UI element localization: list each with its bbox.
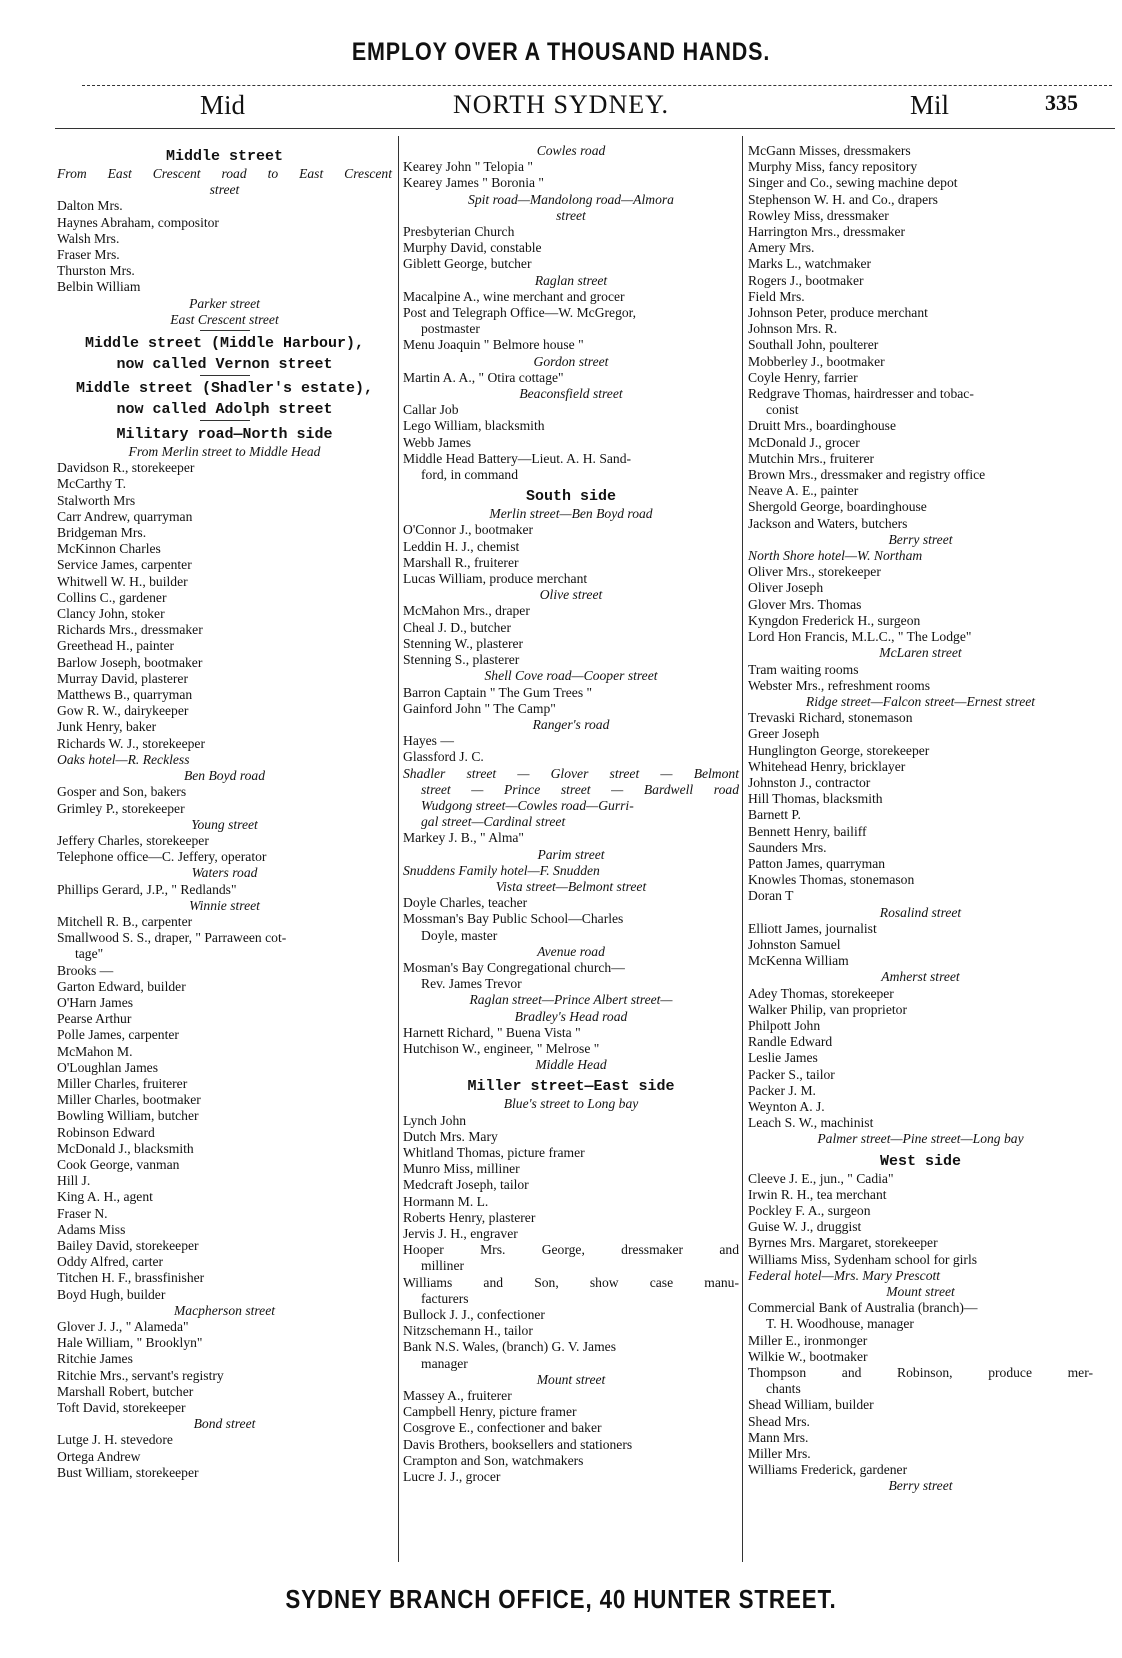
section-heading: South side [525, 488, 616, 506]
section-heading: Miller street—East side [467, 1078, 675, 1096]
directory-entry: Field Mrs. [748, 288, 805, 304]
directory-entry: Shadler street — Glover street — Belmont [403, 765, 739, 781]
directory-entry: Johnson Peter, produce merchant [748, 305, 928, 321]
directory-entry: Davis Brothers, booksellers and stationers [403, 1436, 633, 1452]
directory-entry: Barron Captain " The Gum Trees " [403, 684, 593, 700]
directory-entry: Polle James, carpenter [57, 1027, 179, 1043]
directory-entry: Bullock J. J., confectioner [403, 1307, 545, 1323]
directory-entry: Boyd Hugh, builder [57, 1286, 166, 1302]
directory-entry: Bailey David, storekeeper [57, 1237, 199, 1253]
directory-entry: Redgrave Thomas, hairdresser and tobac- [748, 386, 974, 402]
directory-entry: Elliott James, journalist [748, 920, 877, 936]
directory-entry: Bank N.S. Wales, (branch) G. V. James [403, 1339, 616, 1355]
street-subheading: Parker street [189, 295, 260, 311]
directory-column-2 [403, 143, 739, 1485]
directory-entry: Lord Hon Francis, M.L.C., " The Lodge" [748, 629, 972, 645]
directory-entry: Johnson Mrs. R. [748, 321, 838, 337]
directory-entry: Mann Mrs. [748, 1429, 809, 1445]
directory-entry: postmaster [421, 321, 480, 337]
directory-entry: Dutch Mrs. Mary [403, 1128, 498, 1144]
top-rule [82, 85, 1112, 86]
street-subheading: Mount street [886, 1284, 955, 1300]
directory-entry: Williams Miss, Sydenham school for girls [748, 1251, 978, 1267]
street-subheading: Berry street [888, 531, 953, 547]
directory-entry: O'Harn James [57, 994, 134, 1010]
directory-entry: Carr Andrew, quarryman [57, 508, 193, 524]
directory-entry: street — Prince street — Bardwell road [421, 781, 739, 797]
directory-entry: King A. H., agent [57, 1189, 153, 1205]
directory-entry: Lucas William, produce merchant [403, 571, 588, 587]
directory-entry: Brooks — [57, 962, 114, 978]
directory-entry: Toft David, storekeeper [57, 1400, 186, 1416]
directory-entry: Hunglington George, storekeeper [748, 742, 930, 758]
directory-entry: Mossman's Bay Public School—Charles [403, 911, 624, 927]
section-heading: now called Vernon street [116, 356, 333, 374]
street-subheading: Shell Cove road—Cooper street [484, 668, 658, 684]
section-separator [200, 330, 250, 331]
directory-entry: Hill Thomas, blacksmith [748, 791, 883, 807]
directory-entry: Webster Mrs., refreshment rooms [748, 677, 930, 693]
street-subheading: Raglan street—Prince Albert street— [469, 992, 673, 1008]
directory-entry: Lego William, blacksmith [403, 418, 545, 434]
street-subheading: Spit road—Mandolong road—Almora [468, 191, 674, 207]
directory-entry: Snuddens Family hotel—F. Snudden [403, 862, 600, 878]
directory-entry: Hutchison W., engineer, " Melrose " [403, 1040, 600, 1056]
directory-entry: Macalpine A., wine merchant and grocer [403, 288, 625, 304]
street-subheading: Ben Boyd road [183, 768, 266, 784]
directory-entry: Oddy Alfred, carter [57, 1254, 164, 1270]
directory-entry: Miller E., ironmonger [748, 1332, 868, 1348]
directory-entry: Bust William, storekeeper [57, 1464, 199, 1480]
directory-entry: Miller Mrs. [748, 1446, 811, 1462]
directory-entry: Martin A. A., " Otira cottage" [403, 369, 564, 385]
directory-entry: Johnston Samuel [748, 936, 841, 952]
directory-entry: Glover Mrs. Thomas [748, 596, 862, 612]
directory-entry: Stenning W., plasterer [403, 635, 524, 651]
directory-entry: Belbin William [57, 279, 141, 295]
street-subheading: Rosalind street [879, 904, 962, 920]
directory-entry: Ortega Andrew [57, 1448, 141, 1464]
street-subheading: From Merlin street to Middle Head [128, 444, 321, 460]
directory-entry: Ritchie Mrs., servant's registry [57, 1367, 224, 1383]
directory-entry: facturers [421, 1290, 469, 1306]
directory-entry: Packer J. M. [748, 1082, 816, 1098]
directory-entry: Murphy David, constable [403, 240, 542, 256]
directory-entry: Stenning S., plasterer [403, 652, 520, 668]
directory-entry: Medcraft Joseph, tailor [403, 1177, 529, 1193]
street-subheading: street [209, 182, 240, 198]
directory-entry: Stalworth Mrs [57, 492, 136, 508]
directory-entry: Junk Henry, baker [57, 719, 157, 735]
directory-entry: Federal hotel—Mrs. Mary Prescott [748, 1267, 941, 1283]
directory-entry: O'Loughlan James [57, 1059, 158, 1075]
directory-entry: Markey J. B., " Alma" [403, 830, 524, 846]
directory-entry: Miller Charles, bootmaker [57, 1092, 201, 1108]
directory-entry: Harnett Richard, " Buena Vista " [403, 1024, 581, 1040]
directory-entry: Randle Edward [748, 1034, 833, 1050]
directory-entry: manager [421, 1355, 468, 1371]
directory-entry: Glover J. J., " Alameda" [57, 1319, 189, 1334]
directory-entry: Munro Miss, milliner [403, 1161, 520, 1177]
directory-entry: Thompson and Robinson, produce mer- [748, 1365, 1093, 1381]
section-heading: West side [879, 1152, 961, 1170]
directory-entry: Shead Mrs. [748, 1413, 810, 1429]
street-subheading: Mount street [536, 1371, 606, 1387]
directory-entry: Oliver Joseph [748, 580, 824, 596]
directory-entry: Druitt Mrs., boardinghouse [748, 418, 897, 434]
directory-entry: Shead William, builder [748, 1397, 874, 1413]
directory-entry: Irwin R. H., tea merchant [748, 1186, 887, 1202]
directory-entry: Rowley Miss, dressmaker [748, 207, 889, 223]
directory-entry: Mobberley J., bootmaker [748, 353, 885, 369]
directory-entry: Wudgong street—Cowles road—Gurri- [421, 797, 634, 813]
directory-entry: Rogers J., bootmaker [748, 272, 864, 288]
directory-entry: Robinson Edward [57, 1124, 155, 1140]
directory-entry: Garton Edward, builder [57, 978, 186, 994]
directory-entry: Leslie James [748, 1050, 818, 1066]
directory-entry: chants [766, 1381, 801, 1397]
directory-entry: Grimley P., storekeeper [57, 800, 185, 816]
running-head-right: Mil [910, 90, 950, 120]
street-subheading: Waters road [191, 865, 258, 881]
directory-entry: Shergold George, boardinghouse [748, 499, 927, 515]
directory-entry: Marshall R., fruiterer [403, 554, 519, 570]
directory-entry: Lucre J. J., grocer [403, 1469, 501, 1485]
directory-entry: Greethead H., painter [57, 638, 175, 654]
directory-entry: Service James, carpenter [57, 557, 192, 573]
directory-entry: Glassford J. C. [403, 749, 484, 765]
directory-entry: McMahon Mrs., draper [403, 603, 530, 619]
street-subheading: Winnie street [189, 897, 260, 913]
column-divider [398, 136, 399, 1562]
directory-entry: Davidson R., storekeeper [57, 460, 195, 476]
directory-entry: Smallwood S. S., draper, " Parraween cot- [57, 930, 287, 946]
directory-entry: McKinnon Charles [57, 541, 161, 557]
directory-column-1 [57, 143, 392, 1481]
directory-entry: Kearey John " Telopia " [403, 159, 533, 175]
directory-entry: gal street—Cardinal street [421, 814, 566, 830]
directory-entry: Titchen H. F., brassfinisher [57, 1270, 205, 1286]
directory-entry: Bennett Henry, bailiff [748, 823, 867, 839]
directory-entry: Kearey James " Boronia " [403, 175, 544, 191]
directory-entry: Webb James [403, 434, 471, 450]
directory-entry: Hayes — [403, 733, 454, 749]
directory-entry: Coyle Henry, farrier [748, 369, 858, 385]
directory-entry: Jervis J. H., engraver [403, 1226, 518, 1241]
street-subheading: Ridge street—Falcon street—Ernest street [805, 693, 1036, 709]
section-heading: Middle street (Middle Harbour), [84, 335, 365, 353]
directory-entry: Adams Miss [57, 1221, 126, 1237]
directory-entry: Matthews B., quarryman [57, 687, 193, 703]
directory-entry: Murray David, plasterer [57, 670, 188, 686]
directory-entry: Williams Frederick, gardener [748, 1462, 908, 1478]
section-heading: Middle street (Shadler's estate), [75, 380, 374, 398]
directory-entry: Telephone office—C. Jeffery, operator [57, 849, 267, 865]
directory-entry: Giblett George, butcher [403, 256, 532, 272]
street-subheading: Bradley's Head road [514, 1008, 628, 1024]
running-head-center: NORTH SYDNEY. [452, 90, 670, 119]
section-heading: now called Adolph street [116, 401, 333, 419]
column-divider [742, 136, 743, 1562]
street-subheading: Gordon street [533, 353, 609, 369]
directory-entry: Cook George, vanman [57, 1156, 180, 1172]
directory-entry: Leach S. W., machinist [748, 1115, 874, 1131]
running-head-left: Mid [200, 90, 246, 120]
directory-entry: Barnett P. [748, 807, 801, 823]
directory-entry: conist [766, 402, 799, 418]
directory-entry: Neave A. E., painter [748, 483, 859, 499]
directory-entry: Mitchell R. B., carpenter [57, 913, 193, 929]
directory-entry: Weynton A. J. [748, 1098, 825, 1114]
directory-entry: Rev. James Trevor [421, 976, 522, 992]
directory-entry: Clancy John, stoker [57, 606, 165, 622]
street-subheading: street [556, 207, 586, 223]
directory-entry: Hale William, " Brooklyn" [57, 1335, 203, 1351]
directory-entry: Johnston J., contractor [748, 774, 871, 790]
street-subheading: Cowles road [536, 143, 606, 158]
directory-entry: Post and Telegraph Office—W. McGregor, [403, 305, 637, 321]
directory-entry: Crampton and Son, watchmakers [403, 1452, 584, 1468]
directory-entry: Miller Charles, fruiterer [57, 1075, 188, 1091]
directory-entry: Southall John, poulterer [748, 337, 879, 353]
directory-entry: Bridgeman Mrs. [57, 525, 147, 541]
directory-entry: milliner [421, 1258, 465, 1274]
directory-entry: McKenna William [748, 953, 849, 969]
directory-entry: Williams and Son, show case manu- [403, 1274, 739, 1290]
street-subheading: Bond street [193, 1416, 256, 1432]
directory-entry: Philpott John [748, 1017, 821, 1033]
street-subheading: Macpherson street [173, 1302, 276, 1318]
directory-entry: Guise W. J., druggist [748, 1219, 862, 1235]
directory-entry: Whitland Thomas, picture framer [403, 1144, 585, 1160]
section-heading: Middle street [165, 148, 284, 165]
street-subheading: Merlin street—Ben Boyd road [489, 506, 653, 522]
directory-entry: tage" [75, 946, 104, 962]
directory-entry: Amery Mrs. [748, 240, 815, 256]
directory-entry: Doran T [748, 888, 794, 904]
directory-entry: Singer and Co., sewing machine depot [748, 175, 958, 191]
directory-entry: Phillips Gerard, J.P., " Redlands" [57, 881, 237, 897]
directory-entry: Hill J. [57, 1173, 91, 1189]
street-subheading: Raglan street [534, 272, 608, 288]
street-subheading: Palmer street—Pine street—Long bay [817, 1131, 1024, 1147]
directory-entry: McDonald J., blacksmith [57, 1140, 194, 1156]
directory-entry: Whitwell W. H., builder [57, 573, 188, 589]
directory-entry: Doyle Charles, teacher [403, 895, 528, 911]
street-subheading: Avenue road [537, 943, 605, 959]
directory-entry: Wilkie W., bootmaker [748, 1348, 868, 1364]
directory-entry: Fraser N. [57, 1205, 108, 1221]
section-separator [200, 420, 250, 421]
bottom-banner: SYDNEY BRANCH OFFICE, 40 HUNTER STREET. [285, 1584, 837, 1614]
directory-entry: Doyle, master [421, 927, 498, 943]
directory-entry: Barlow Joseph, bootmaker [57, 654, 203, 670]
directory-entry: Pearse Arthur [57, 1011, 132, 1027]
directory-entry: Menu Joaquin " Belmore house " [403, 337, 584, 353]
directory-entry: Oaks hotel—R. Reckless [57, 751, 190, 767]
directory-entry: Nitzschemann H., tailor [403, 1323, 533, 1339]
directory-entry: Roberts Henry, plasterer [403, 1209, 536, 1225]
directory-entry: Knowles Thomas, stonemason [748, 872, 915, 888]
directory-entry: Presbyterian Church [403, 224, 515, 240]
directory-entry: Walker Philip, van proprietor [748, 1001, 907, 1017]
street-subheading: Ranger's road [532, 716, 610, 732]
directory-entry: Murphy Miss, fancy repository [748, 159, 918, 175]
directory-entry: Massey A., fruiterer [403, 1388, 512, 1404]
directory-entry: Leddin H. J., chemist [403, 538, 520, 554]
directory-entry: Tram waiting rooms [748, 661, 859, 677]
street-subheading: From East Crescent road to East Crescent [57, 166, 392, 181]
directory-entry: Commercial Bank of Australia (branch)— [748, 1300, 978, 1316]
directory-entry: Ritchie James [57, 1351, 133, 1367]
directory-entry: Pockley F. A., surgeon [748, 1203, 871, 1218]
directory-entry: Haynes Abraham, compositor [57, 214, 219, 230]
directory-entry: ford, in command [421, 467, 519, 483]
directory-entry: Dalton Mrs. [57, 198, 123, 214]
directory-entry: Byrnes Mrs. Margaret, storekeeper [748, 1235, 938, 1251]
header-rule [55, 128, 1115, 129]
directory-entry: Gainford John " The Camp" [403, 700, 556, 716]
directory-entry: Jeffery Charles, storekeeper [57, 832, 209, 848]
directory-entry: Mutchin Mrs., fruiterer [748, 450, 875, 466]
directory-entry: McMahon M. [57, 1043, 133, 1059]
directory-entry: Cleeve J. E., jun., " Cadia" [748, 1170, 894, 1186]
directory-entry: Kyngdon Frederick H., surgeon [748, 612, 921, 628]
directory-entry: McDonald J., grocer [748, 434, 860, 450]
directory-entry: Bowling William, butcher [57, 1108, 199, 1124]
directory-entry: Jackson and Waters, butchers [748, 515, 908, 531]
directory-entry: Marshall Robert, butcher [57, 1383, 194, 1399]
directory-entry: Packer S., tailor [748, 1066, 835, 1082]
street-subheading: Blue's street to Long bay [503, 1096, 639, 1112]
directory-entry: Richards Mrs., dressmaker [57, 622, 203, 638]
directory-entry: Lynch John [403, 1112, 467, 1128]
street-subheading: Olive street [539, 587, 603, 603]
directory-entry: O'Connor J., bootmaker [403, 522, 534, 538]
directory-entry: Marks L., watchmaker [748, 256, 872, 272]
street-subheading: Amherst street [881, 969, 960, 985]
directory-entry: Collins C., gardener [57, 589, 167, 605]
street-subheading: Beaconsfield street [519, 386, 623, 402]
top-banner: EMPLOY OVER A THOUSAND HANDS. [351, 38, 771, 66]
directory-entry: Cheal J. D., butcher [403, 619, 511, 635]
directory-entry: Greer Joseph [748, 726, 820, 742]
directory-entry: T. H. Woodhouse, manager [766, 1316, 914, 1332]
directory-entry: Patton James, quarryman [748, 855, 886, 871]
directory-entry: Stephenson W. H. and Co., drapers [748, 191, 938, 207]
directory-entry: Adey Thomas, storekeeper [748, 985, 894, 1001]
directory-entry: Callar Job [403, 402, 459, 418]
directory-entry: Cosgrove E., confectioner and baker [403, 1420, 602, 1436]
directory-column-3 [748, 143, 1093, 1495]
street-subheading: Vista street—Belmont street [495, 878, 647, 894]
directory-entry: Richards W. J., storekeeper [57, 735, 205, 751]
directory-entry: Hormann M. L. [403, 1193, 489, 1209]
section-separator [200, 375, 250, 376]
directory-entry: Saunders Mrs. [748, 839, 827, 855]
directory-entry: Fraser Mrs. [57, 247, 120, 263]
directory-entry: Hooper Mrs. George, dressmaker and [403, 1242, 739, 1258]
street-subheading: Parim street [537, 846, 605, 862]
directory-entry: Mosman's Bay Congregational church— [403, 959, 625, 975]
directory-entry: North Shore hotel—W. Northam [748, 548, 923, 564]
directory-entry: Oliver Mrs., storekeeper [748, 564, 881, 580]
street-subheading: Berry street [888, 1478, 953, 1494]
directory-entry: Trevaski Richard, stonemason [748, 710, 913, 726]
street-subheading: Young street [191, 816, 258, 832]
street-subheading: East Crescent street [170, 311, 279, 327]
directory-entry: Campbell Henry, picture framer [403, 1404, 577, 1420]
directory-entry: Harrington Mrs., dressmaker [748, 224, 906, 240]
directory-entry: Gow R. W., dairykeeper [57, 703, 189, 719]
street-subheading: McLaren street [879, 645, 962, 661]
directory-entry: Thurston Mrs. [57, 263, 135, 279]
directory-entry: Gosper and Son, bakers [57, 784, 187, 800]
directory-entry: Lutge J. H. stevedore [57, 1432, 173, 1448]
directory-entry: Brown Mrs., dressmaker and registry office [748, 467, 986, 483]
directory-entry: McCarthy T. [57, 476, 126, 492]
directory-entry: Whitehead Henry, bricklayer [748, 758, 906, 774]
page-number: 335 [1045, 90, 1078, 115]
directory-entry: Walsh Mrs. [57, 230, 120, 246]
directory-entry: Middle Head Battery—Lieut. A. H. Sand- [403, 450, 632, 466]
directory-entry: McGann Misses, dressmakers [748, 143, 911, 158]
section-heading: Military road—North side [116, 426, 333, 444]
street-subheading: Middle Head [535, 1057, 607, 1073]
